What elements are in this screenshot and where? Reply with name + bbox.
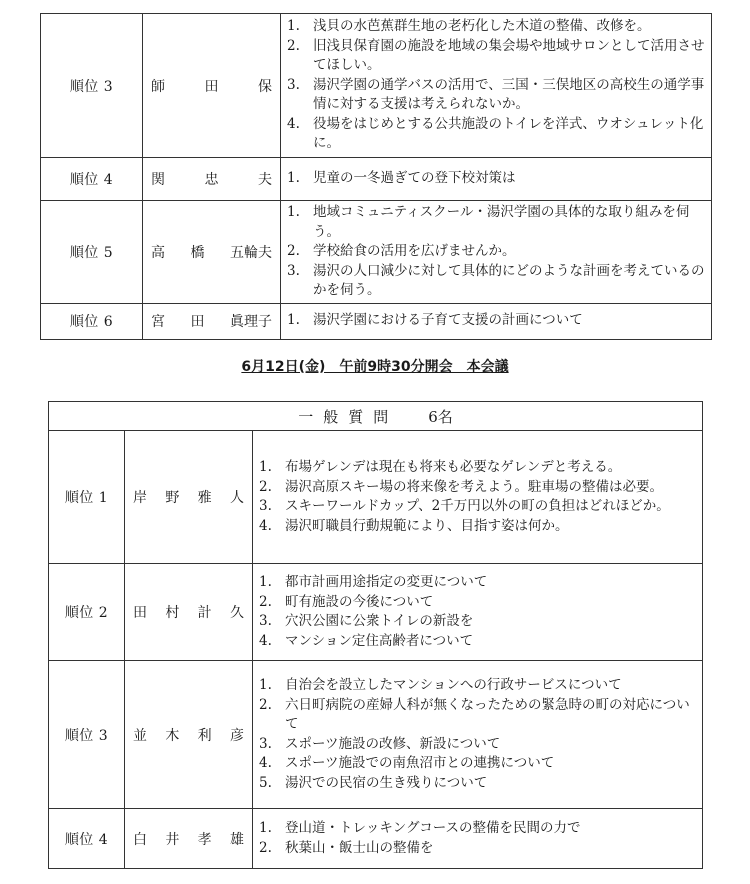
question-number: 2. xyxy=(287,243,300,259)
name-part: 五輪夫 xyxy=(230,244,272,261)
question-number: 1. xyxy=(259,820,272,836)
question-item xyxy=(259,632,698,652)
name-cell xyxy=(125,809,253,869)
name-part: 田 xyxy=(133,605,147,621)
question-item xyxy=(287,311,707,331)
name-part: 木 xyxy=(165,727,180,744)
question-table-2 xyxy=(48,401,703,869)
question-text: 穴沢公園に公衆トイレの新設を xyxy=(285,613,474,629)
question-text: スポーツ施設の改修、新設について xyxy=(285,735,501,752)
question-number: 1. xyxy=(287,18,300,35)
question-item xyxy=(259,819,698,839)
name-part: 彦 xyxy=(229,727,244,744)
member-name xyxy=(151,169,272,189)
table-row xyxy=(49,564,703,661)
table-header xyxy=(49,402,703,431)
question-number: 2. xyxy=(259,478,272,495)
name-cell xyxy=(125,431,253,564)
name-part: 橋 xyxy=(190,244,205,261)
questions-cell xyxy=(281,158,712,201)
question-text: スキーワールドカップ、2千万円以外の町の負担はどれほどか。 xyxy=(285,498,670,514)
table-row xyxy=(41,201,712,304)
question-item xyxy=(259,774,698,794)
name-part: 田 xyxy=(190,314,205,330)
question-text: 学校給食の活用を広げませんか。 xyxy=(313,243,516,259)
question-number: 1. xyxy=(287,312,300,329)
questions-cell xyxy=(253,661,703,809)
member-name xyxy=(133,602,244,622)
rank-cell: 順位 4 xyxy=(41,158,143,201)
question-text: スポーツ施設での南魚沼市との連携について xyxy=(285,755,555,771)
questions-cell xyxy=(253,809,703,869)
question-item xyxy=(259,839,698,859)
question-number: 1. xyxy=(287,170,300,187)
rank-cell: 順位 5 xyxy=(41,201,143,304)
rank-cell: 順位 3 xyxy=(41,14,143,158)
question-item xyxy=(259,735,698,755)
table-row xyxy=(41,14,712,158)
question-item xyxy=(287,115,707,154)
question-item xyxy=(259,696,698,735)
name-cell xyxy=(143,201,281,304)
question-text: 自治会を設立したマンションへの行政サービスについて xyxy=(285,677,622,693)
name-part: 計 xyxy=(197,605,212,621)
header-count: 6名 xyxy=(428,407,453,426)
questions-cell xyxy=(281,201,712,304)
question-item xyxy=(259,497,698,517)
question-number: 3. xyxy=(259,498,272,514)
question-item xyxy=(259,754,698,774)
name-part: 孝 xyxy=(197,831,212,848)
question-item xyxy=(259,593,698,613)
question-number: 1. xyxy=(287,204,300,220)
name-part: 人 xyxy=(229,490,244,506)
name-part: 保 xyxy=(258,78,272,95)
question-item xyxy=(287,203,707,242)
table-row xyxy=(49,431,703,564)
question-text: マンション定住高齢者について xyxy=(285,632,474,649)
questions-cell xyxy=(281,303,712,339)
question-number: 4. xyxy=(259,517,272,534)
question-item xyxy=(259,478,698,498)
name-part: 雅 xyxy=(197,490,212,506)
table-row xyxy=(41,303,712,339)
question-text: 地域コミュニティスクール・湯沢学園の具体的な取り組みを伺う。 xyxy=(313,204,690,240)
question-number: 1. xyxy=(259,459,272,475)
table-row xyxy=(49,809,703,869)
question-text: 湯沢高原スキー場の将来像を考えよう。駐車場の整備は必要。 xyxy=(285,478,663,495)
name-part: 眞理子 xyxy=(230,314,272,330)
name-part: 関 xyxy=(151,172,165,188)
question-item xyxy=(259,676,698,696)
question-number: 1. xyxy=(259,574,272,590)
question-number: 3. xyxy=(287,262,300,279)
questions-cell xyxy=(281,14,712,158)
name-part: 高 xyxy=(151,244,165,261)
question-table-1 xyxy=(40,13,712,340)
question-number: 4. xyxy=(287,115,300,132)
member-name xyxy=(133,487,244,507)
question-text: 役場をはじめとする公共施設のトイレを洋式、ウオシュレット化に。 xyxy=(313,115,704,152)
member-name xyxy=(151,242,272,262)
name-part: 村 xyxy=(165,605,180,621)
question-text: 浅貝の水芭蕉群生地の老朽化した木道の整備、改修を。 xyxy=(313,18,651,35)
question-text: 湯沢町職員行動規範により、目指す姿は何か。 xyxy=(285,517,569,534)
question-text: 湯沢学園の通学バスの活用で、三国・三俣地区の高校生の通学事情に対する支援は考えられないか。 xyxy=(313,76,705,113)
name-part: 井 xyxy=(165,831,180,848)
question-item xyxy=(287,76,707,115)
name-cell xyxy=(125,661,253,809)
question-number: 2. xyxy=(259,839,272,856)
question-text: 布場ゲレンデは現在も将来も必要なゲレンデと考える。 xyxy=(285,459,622,475)
question-number: 2. xyxy=(259,593,272,610)
question-number: 2. xyxy=(287,37,300,54)
table-row xyxy=(49,661,703,809)
member-name xyxy=(133,725,244,745)
question-item xyxy=(287,169,707,189)
question-item xyxy=(287,242,707,262)
question-item xyxy=(259,458,698,478)
table-header-row xyxy=(49,402,703,431)
name-cell xyxy=(143,303,281,339)
question-number: 4. xyxy=(259,755,272,771)
name-part: 利 xyxy=(197,727,212,744)
question-item xyxy=(259,612,698,632)
question-number: 3. xyxy=(259,735,272,752)
question-number: 2. xyxy=(259,696,272,713)
question-item xyxy=(287,17,707,37)
name-part: 雄 xyxy=(229,831,244,848)
question-item xyxy=(259,517,698,537)
member-name xyxy=(151,76,272,96)
questions-cell xyxy=(253,431,703,564)
question-text: 六日町病院の産婦人科が無くなったための緊急時の町の対応について xyxy=(285,696,690,732)
header-title: 一般質問 xyxy=(298,407,399,426)
name-part: 野 xyxy=(165,490,180,506)
name-part: 宮 xyxy=(151,314,165,330)
question-text: 湯沢での民宿の生き残りについて xyxy=(285,774,488,791)
member-name xyxy=(151,311,272,331)
question-text: 児童の一冬過ぎての登下校対策は xyxy=(313,170,516,187)
question-number: 3. xyxy=(287,76,300,93)
question-number: 1. xyxy=(259,677,272,693)
question-text: 町有施設の今後について xyxy=(285,593,434,610)
question-text: 都市計画用途指定の変更について xyxy=(285,574,488,590)
table-row xyxy=(41,158,712,201)
question-text: 旧浅貝保育園の施設を地域の集会場や地域サロンとして活用させてほしい。 xyxy=(313,37,705,74)
question-item xyxy=(259,573,698,593)
name-part: 田 xyxy=(204,78,219,95)
name-part: 岸 xyxy=(133,490,147,506)
name-cell xyxy=(143,158,281,201)
questions-cell xyxy=(253,564,703,661)
name-cell xyxy=(125,564,253,661)
question-text: 湯沢学園における子育て支援の計画について xyxy=(313,312,583,329)
rank-cell: 順位 2 xyxy=(49,564,125,661)
question-number: 4. xyxy=(259,632,272,649)
session-heading xyxy=(0,356,750,376)
question-text: 湯沢の人口減少に対して具体的にどのような計画を考えているのかを伺う。 xyxy=(313,262,705,298)
name-part: 師 xyxy=(151,78,165,95)
member-name xyxy=(133,829,244,849)
name-part: 白 xyxy=(133,831,147,848)
question-number: 5. xyxy=(259,774,272,791)
question-text: 秋葉山・飯士山の整備を xyxy=(285,839,434,856)
question-number: 3. xyxy=(259,613,272,629)
rank-cell: 順位 1 xyxy=(49,431,125,564)
question-item xyxy=(287,37,707,76)
name-part: 夫 xyxy=(258,172,272,188)
name-part: 並 xyxy=(133,727,147,744)
name-part: 久 xyxy=(229,605,244,621)
question-item xyxy=(287,262,707,301)
name-cell xyxy=(143,14,281,158)
rank-cell: 順位 3 xyxy=(49,661,125,809)
name-part: 忠 xyxy=(204,172,219,188)
rank-cell: 順位 4 xyxy=(49,809,125,869)
question-text: 登山道・トレッキングコースの整備を民間の力で xyxy=(285,820,581,836)
rank-cell: 順位 6 xyxy=(41,303,143,339)
session-title: 6月12日(金) 午前9時30分開会 本会議 xyxy=(241,359,509,375)
